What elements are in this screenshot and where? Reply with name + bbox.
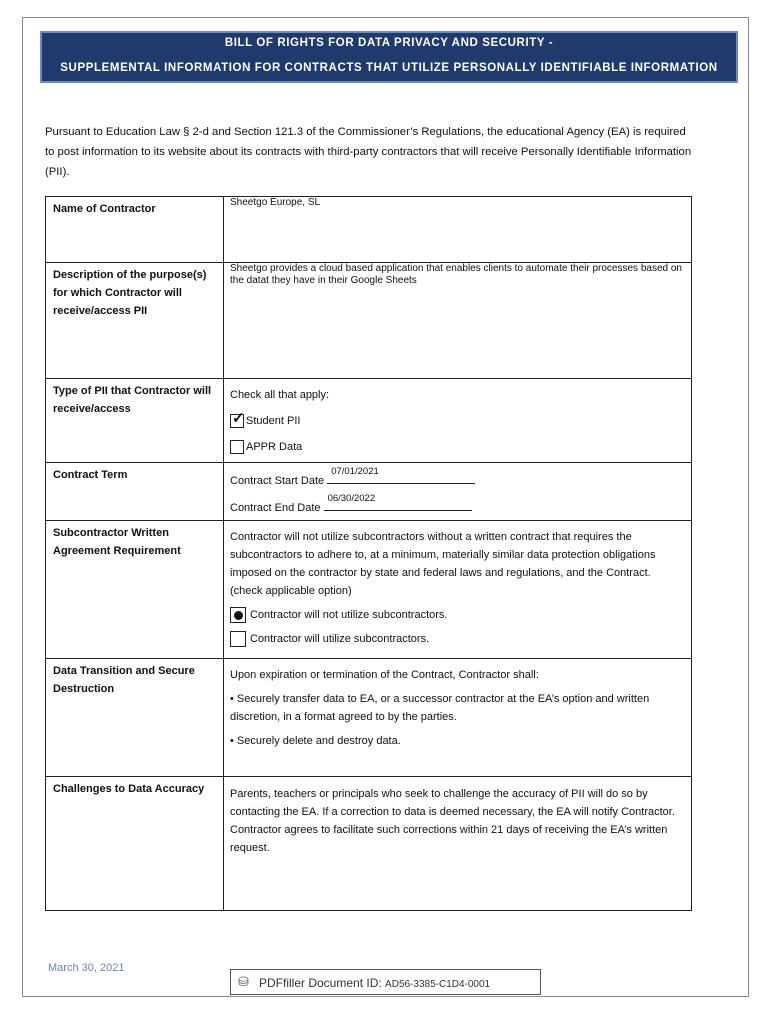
end-date-field[interactable]	[324, 493, 472, 511]
pii-option-student	[230, 412, 685, 430]
description-label: Description of the purpose(s) for which Contractor will receive/access PII	[46, 263, 224, 379]
start-date-label: Contract Start Date	[230, 475, 325, 487]
pii-instruction: Check all that apply:	[230, 389, 330, 401]
start-date-field[interactable]	[327, 466, 475, 484]
banner-title-line2: SUPPLEMENTAL INFORMATION FOR CONTRACTS THAT UTILIZE PERSONALLY IDENTIFIABLE INFORMATION	[60, 62, 718, 74]
will-utilize-radio[interactable]	[230, 631, 246, 647]
pdffiller-id-value: AD56-3385-C1D4-0001	[385, 979, 491, 990]
banner-title-line1: BILL OF RIGHTS FOR DATA PRIVACY AND SECURITY -	[224, 37, 554, 49]
data-transition-cell	[224, 659, 692, 777]
title-banner	[40, 31, 738, 83]
subcontractor-option-not	[230, 606, 685, 624]
contractor-name-value[interactable]: Sheetgo Europe, SL	[224, 197, 692, 263]
end-date-row	[230, 493, 685, 517]
appr-data-label: APPR Data	[246, 441, 303, 453]
checkmark-icon: ✓	[232, 410, 245, 428]
transition-bullet-delete: • Securely delete and destroy data.	[230, 735, 401, 747]
challenges-label: Challenges to Data Accuracy	[46, 777, 224, 911]
start-date-row	[230, 466, 685, 490]
subcontractor-cell	[224, 521, 692, 659]
not-utilize-label: Contractor will not utilize subcontractors.	[250, 609, 448, 621]
appr-data-checkbox[interactable]	[230, 440, 244, 454]
contract-term-label: Contract Term	[46, 463, 224, 521]
start-date-value: 07/01/2021	[331, 466, 379, 477]
student-pii-checkbox[interactable]	[230, 410, 245, 428]
challenges-text: Parents, teachers or principals who seek to challenge the accuracy of PII will do so by contacting the EA. If a correction to data is deemed necessary, the EA will notify Contractor. Contractor agrees to facilitate such corrections within 21 days of receiving the EA’s written request.	[230, 788, 675, 854]
subcontractor-option-will	[230, 630, 685, 648]
end-date-label: Contract End Date	[230, 502, 321, 514]
footer-date: March 30, 2021	[48, 962, 125, 974]
pdffiller-id-label: PDFfiller Document ID:	[259, 976, 382, 990]
challenges-cell	[224, 777, 692, 911]
subcontractor-text: Contractor will not utilize subcontractors without a written contract that requires the subcontractors to adhere to, at a minimum, materially similar data protection obligations imposed on the contractor by state and federal laws and regulations, and the Contract. (check applicable option)	[230, 531, 656, 597]
data-transition-label: Data Transition and Secure Destruction	[46, 659, 224, 777]
intro-paragraph: Pursuant to Education Law § 2-d and Section 121.3 of the Commissioner’s Regulations, the educational Agency (EA) is required to post information to its website about its contracts with third-party contractors that will receive Personally Identifiable Information (PII).	[45, 126, 692, 178]
pdffiller-logo-icon: ⛁	[238, 974, 249, 989]
pii-type-label: Type of PII that Contractor will receive/access	[46, 379, 224, 463]
pdffiller-id-text	[259, 976, 490, 990]
transition-intro: Upon expiration or termination of the Contract, Contractor shall:	[230, 669, 539, 681]
pii-option-appr	[230, 438, 685, 456]
end-date-value: 06/30/2022	[327, 493, 376, 504]
transition-bullet-transfer: • Securely transfer data to EA, or a successor contractor at the EA’s option and written discretion, in a format agreed to by the parties.	[230, 693, 650, 723]
not-utilize-radio[interactable]	[230, 607, 246, 623]
subcontractor-label: Subcontractor Written Agreement Requirement	[46, 521, 224, 659]
will-utilize-label: Contractor will utilize subcontractors.	[250, 633, 430, 645]
contractor-name-label: Name of Contractor	[46, 197, 224, 263]
student-pii-label: Student PII	[246, 415, 301, 427]
contract-info-table	[45, 196, 692, 911]
description-value[interactable]: Sheetgo provides a cloud based application that enables clients to automate their processes based on the datat they have in their Google Sheets	[224, 263, 692, 379]
radio-selected-dot	[233, 610, 244, 621]
pdffiller-id-box	[230, 969, 541, 995]
pii-type-cell	[224, 379, 692, 463]
contract-term-cell	[224, 463, 692, 521]
